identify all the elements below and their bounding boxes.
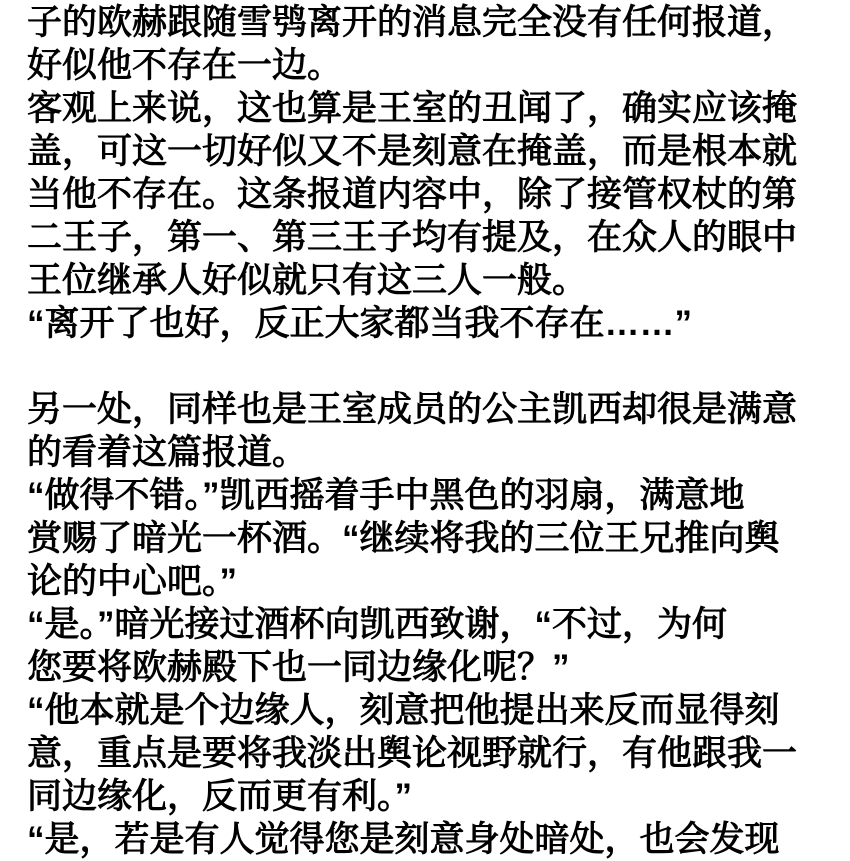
text-line: 另一处，同样也是王室成员的公主凯西却很是满意 (27, 390, 798, 429)
text-line: 您要将欧赫殿下也一同边缘化呢？” (27, 648, 570, 687)
text-line: 好似他不存在一边。 (27, 46, 343, 85)
text-line: 二王子，第一、第三王子均有提及，在众人的眼中 (27, 218, 798, 257)
text-line: 赏赐了暗光一杯酒。“继续将我的三位王兄推向舆 (27, 519, 780, 558)
text-line: “离开了也好，反正大家都当我不存在……” (27, 304, 693, 343)
text-line: “是。”暗光接过酒杯向凯西致谢，“不过，为何 (27, 605, 728, 644)
text-line: 客观上来说，这也算是王室的丑闻了，确实应该掩 (27, 89, 798, 128)
text-line: 子的欧赫跟随雪鸮离开的消息完全没有任何报道， (27, 3, 798, 42)
text-line: 王位继承人好似就只有这三人一般。 (27, 261, 588, 300)
text-line: 当他不存在。这条报道内容中，除了接管权杖的第 (27, 175, 798, 214)
text-line: 同边缘化，反而更有利。” (27, 777, 413, 816)
text-line: 意，重点是要将我淡出舆论视野就行，有他跟我一 (27, 734, 798, 773)
text-line: “他本就是个边缘人，刻意把他提出来反而显得刻 (27, 691, 780, 730)
text-line: “做得不错。”凯西摇着手中黑色的羽扇，满意地 (27, 476, 745, 515)
text-line: 的看着这篇报道。 (27, 433, 308, 472)
paragraph-break (27, 345, 830, 388)
text-line: “是，若是有人觉得您是刻意身处暗处，也会发现 (27, 820, 780, 859)
text-line: 论的中心吧。” (27, 562, 238, 601)
text-line: 盖，可这一切好似又不是刻意在掩盖，而是根本就 (27, 132, 798, 171)
